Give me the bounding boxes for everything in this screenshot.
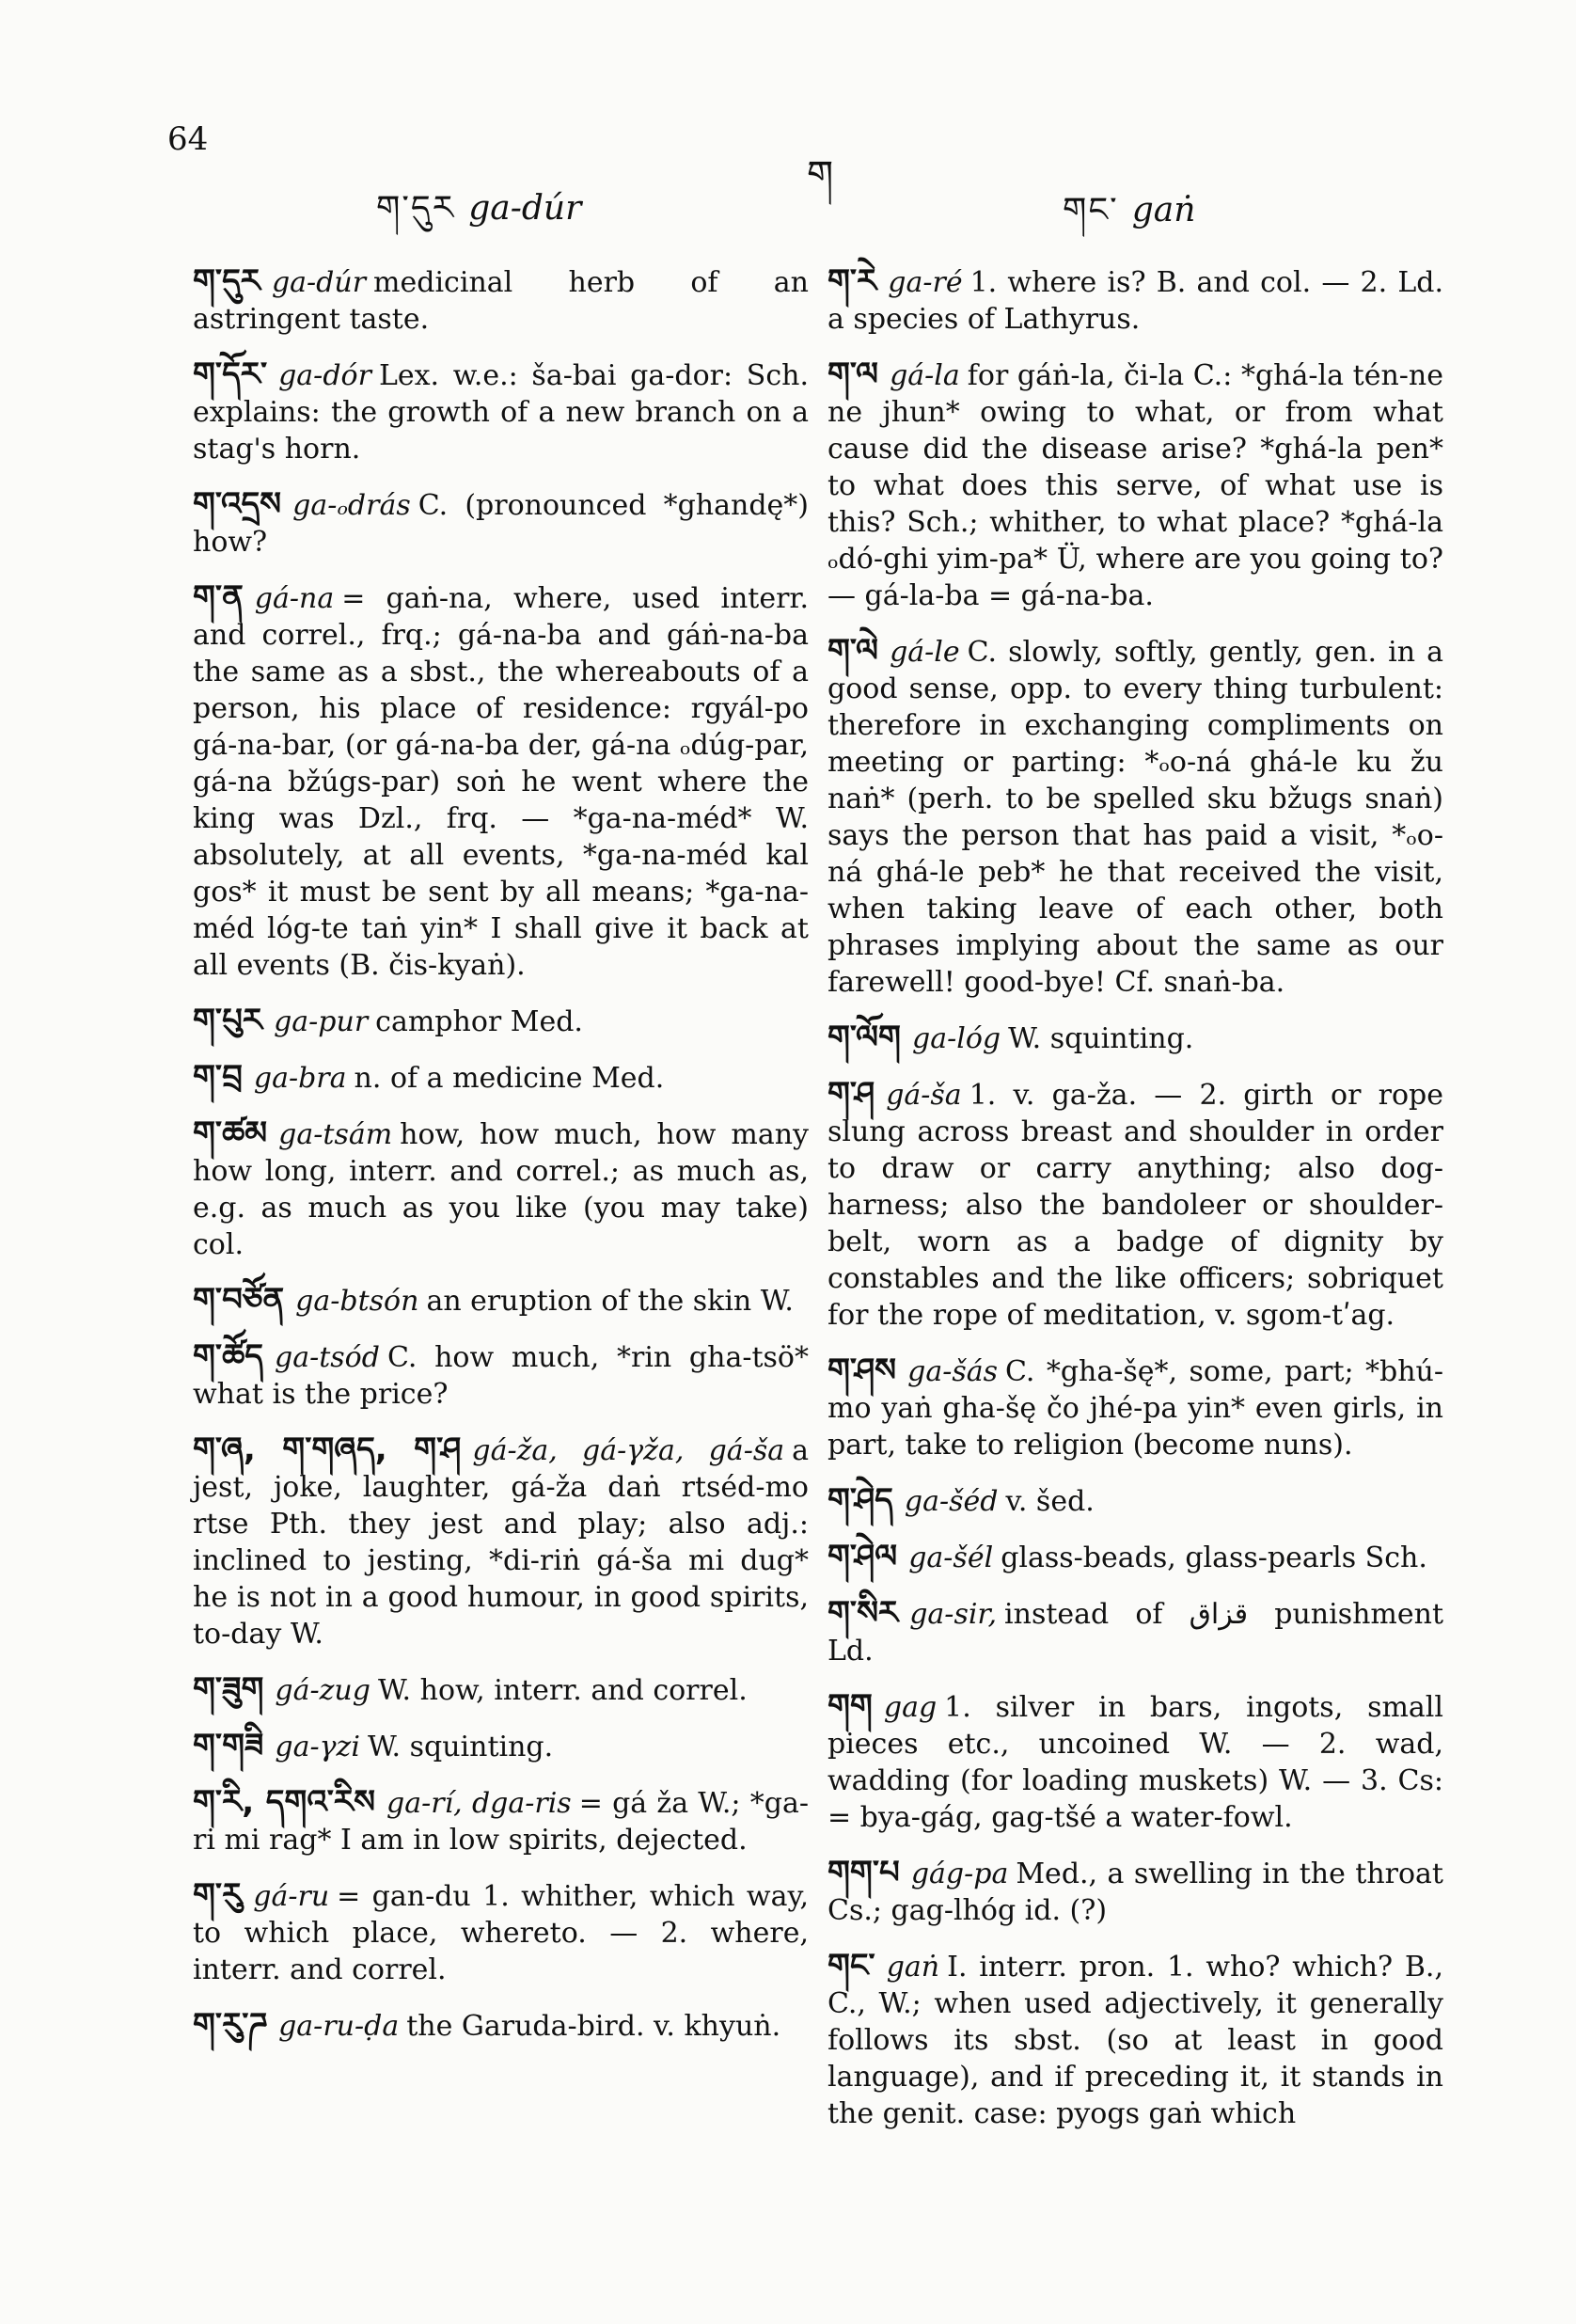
entry-tibetan: ག་སིར (827, 1594, 899, 1632)
entry-headword: gá-ša (886, 1079, 962, 1112)
entry-tibetan: ག་ཚོད (193, 1337, 263, 1375)
entry-definition: C. *gha-šę*, some, part; *bhú-mo yaṅ gha-šę čo jhé-pa yin* even girls, in part, take to religion (become nuns). (827, 1355, 1443, 1462)
entry-headword: ga-ru-ḍa (278, 2010, 400, 2043)
entry-headword: ga-lóg (912, 1022, 1001, 1055)
entry-headword: ga-btsón (295, 1285, 419, 1318)
entry-headword: ga-pur (274, 1005, 369, 1038)
entry-definition: n. of a medicine Med. (354, 1062, 665, 1095)
entry-definition: C. slowly, softly, gently, gen. in a good sense, opp. to every thing turbulent: therefore in exchanging compliments on meeting or parting: *ₒo-ná ghá-le ku žu naṅ* (perh. to be spelled sku bžugs snaṅ) says the person that has paid a visit, *ₒo-ná ghá-le peb* he that received the visit, when taking leave of each other, both phrases implying about the same as our farewell! good-bye! Cf. snaṅ-ba. (827, 636, 1443, 999)
entry-definition: Med., a swelling in the throat Cs.; gag-lhóg id. (?) (827, 1858, 1443, 1927)
dictionary-entry (193, 579, 809, 984)
running-head-right-word: gaṅ (1131, 191, 1196, 229)
entry-tibetan: ག་ཤས (827, 1352, 897, 1389)
entry-headword: ga-ré (888, 266, 963, 299)
running-head-right-tibetan: གང་ (1063, 191, 1119, 229)
dictionary-entry (827, 1482, 1443, 1520)
running-head-left-word: ga-dúr (468, 189, 582, 228)
entry-tibetan: ག་བྲ (193, 1058, 243, 1096)
entry-headword: ga-γzi (275, 1731, 360, 1763)
dictionary-entry (827, 1688, 1443, 1836)
entry-headword: ga-dúr (271, 266, 367, 299)
dictionary-entry (827, 1948, 1443, 2132)
entry-headword: gág-pa (910, 1858, 1009, 1890)
entry-definition: Lex. w.e.: ša-bai ga-dor: Sch. explains: the growth of a new branch on a stag's horn. (193, 359, 809, 466)
entry-headword: gá-zug (275, 1674, 370, 1707)
running-head-left-tibetan: ག་དུར (376, 189, 456, 228)
entry-definition: an eruption of the skin W. (426, 1285, 794, 1318)
right-column (827, 263, 1443, 2151)
entry-tibetan: ག་ཤེད (827, 1481, 893, 1519)
entry-definition: 1. where is? B. and col. — 2. Ld. a species of Lathyrus. (827, 266, 1443, 336)
entry-headword: gá-le (890, 636, 960, 669)
entry-headword: gá-ru (253, 1880, 330, 1913)
entry-definition: medicinal herb of an astringent taste. (193, 266, 809, 336)
entry-headword: ga-tsód (274, 1341, 380, 1374)
dictionary-entry (193, 1784, 809, 1858)
dictionary-entry (193, 1877, 809, 1988)
dictionary-entry (827, 1855, 1443, 1929)
dictionary-entry (193, 2007, 809, 2045)
dictionary-entry (827, 1539, 1443, 1576)
entry-headword: ga-šás (907, 1355, 999, 1388)
entry-headword: ga-dór (278, 359, 371, 392)
dictionary-entry (827, 1352, 1443, 1463)
entry-tibetan: ག་འདྲས (193, 485, 282, 523)
entry-definition: the Garuda-bird. v. khyuṅ. (406, 2010, 781, 2043)
entry-tibetan: ག་གཟི (193, 1727, 264, 1764)
entry-headword: gá-la (890, 359, 960, 392)
entry-headword: gá-ža, gá-γža, gá-ša (472, 1434, 785, 1467)
entry-headword: gá-na (254, 582, 335, 615)
dictionary-entry (193, 486, 809, 561)
entry-definition: = gá ža W.; *ga-ri mi rag* I am in low spirits, dejected. (193, 1787, 809, 1857)
entry-tibetan: ག་ཞ, ག་གཞད, ག་ཤ (193, 1431, 462, 1468)
dictionary-entry (827, 263, 1443, 338)
entry-tibetan: ག་རེ (827, 262, 877, 300)
entry-tibetan: ག་ཤེལ (827, 1538, 898, 1575)
entry-headword: ga-šéd (904, 1485, 999, 1518)
dictionary-entry (827, 1076, 1443, 1334)
entry-definition: C. how much, *rin gha-tsö* what is the price? (193, 1341, 809, 1411)
entry-definition: how, how much, how many how long, interr. and correl.; as much as, e.g. as much as you like (you may take) col. (193, 1118, 809, 1261)
entry-tibetan: ག་རུ་ཌ (193, 2006, 268, 2044)
entry-definition: = gaṅ-na, where, used interr. and correl., frq.; gá-na-ba and gáṅ-na-ba the same as a sbst., the whereabouts of a person, his place of residence: rgyál-po gá-na-bar, (or gá-na-ba der, gá-na ₒdúg-par, gá-na bžúgs-par) soṅ he went where the king was Dzl., frq. — *ga-na-méd* W. absolutely, at all events, *ga-na-méd kal gos* it must be sent by all means; *ga-na-méd lóg-te taṅ yin* I shall give it back at all events (B. čis-kyaṅ). (193, 582, 809, 982)
entry-tibetan: གང་ (827, 1947, 875, 1984)
left-column (193, 263, 809, 2063)
entry-tibetan: ག་པུར (193, 1002, 263, 1039)
running-head-left (376, 169, 581, 265)
entry-definition: W. squinting. (367, 1731, 554, 1763)
entry-tibetan: ག་རི, དགའ་རིས (193, 1783, 376, 1821)
entry-headword: ga-rí, dga-ris (386, 1787, 572, 1820)
dictionary-entry (193, 263, 809, 338)
entry-tibetan: ག་ལ (827, 356, 879, 393)
entry-headword: ga-tsám (278, 1118, 393, 1151)
entry-tibetan: ག་ལོག (827, 1019, 901, 1056)
dictionary-entry (193, 1728, 809, 1765)
entry-tibetan: ག་ན (193, 578, 244, 616)
entry-headword: ga-šél (908, 1541, 994, 1574)
entry-headword: gag (883, 1691, 938, 1724)
entry-definition: instead of ﻗﺰﺍﻕ punishment Ld. (827, 1598, 1444, 1668)
entry-definition: = gan-du 1. whither, which way, to which place, whereto. — 2. where, interr. and correl. (193, 1880, 809, 1986)
entry-tibetan: གག (827, 1687, 873, 1725)
entry-headword: ga-sir, (909, 1598, 998, 1631)
running-head-right (1063, 171, 1195, 267)
entry-definition: 1. silver in bars, ingots, small pieces etc., uncoined W. — 2. wad, wadding (for loading muskets) W. — 3. Cs: = bya-gág, gag-tšé a water-fowl. (827, 1691, 1443, 1834)
entry-definition: for gáṅ-la, či-la C.: *ghá-la tén-ne ne jhun* owing to what, or from what cause did the disease arise? *ghá-la pen* to what does this serve, of what use is this? Sch.; whither, to what place? *ghá-la ₒdó-ghi yim-pa* Ü, where are you going to? — gá-la-ba = gá-na-ba. (827, 359, 1443, 612)
dictionary-entry (193, 1003, 809, 1040)
dictionary-entry (193, 356, 809, 467)
entry-tibetan: ག་རུ (193, 1876, 243, 1914)
entry-tibetan: ག་ཤ (827, 1075, 875, 1113)
entry-definition: 1. v. ga-ža. — 2. girth or rope slung across breast and shoulder in order to draw or carry anything; also dog-harness; also the bandoleer or shoulder-belt, worn as a badge of dignity by constables and the like officers; sobriquet for the rope of meditation, v. sgom-tʹag. (827, 1079, 1443, 1332)
entry-tibetan: ག་དུར (193, 262, 260, 300)
entry-headword: gaṅ (886, 1951, 940, 1984)
dictionary-entry (827, 633, 1443, 1001)
entry-tibetan: ག་ཚམ (193, 1115, 268, 1152)
entry-headword: ga-ₒdrás (292, 489, 411, 522)
entry-tibetan: ག་བཙོན (193, 1281, 285, 1319)
entry-definition: camphor Med. (375, 1005, 583, 1038)
entry-tibetan: ག་ཟུག (193, 1670, 264, 1708)
dictionary-entry (193, 1671, 809, 1709)
entry-tibetan: ག་ལེ (827, 632, 879, 670)
entry-definition: W. squinting. (1008, 1022, 1194, 1055)
dictionary-entry (193, 1431, 809, 1652)
dictionary-entry (827, 1020, 1443, 1057)
entry-tibetan: གག་པ (827, 1854, 900, 1891)
entry-definition: a jest, joke, laughter, gá-ža daṅ rtséd-mo rtse Pth. they jest and play; also adj.: inclined to jesting, *di-riṅ gá-ša mi dug* he is not in a good humour, in good spirits, to-day W. (193, 1434, 810, 1651)
entry-tibetan: ག་དོར་ (193, 356, 268, 393)
entry-definition: v. šed. (1005, 1485, 1095, 1518)
entry-definition: glass-beads, glass-pearls Sch. (1001, 1541, 1427, 1574)
page-number: 64 (167, 120, 209, 158)
section-letter: ག (807, 153, 834, 197)
dictionary-entry (193, 1282, 809, 1320)
dictionary-entry (193, 1115, 809, 1263)
dictionary-entry (827, 356, 1443, 614)
dictionary-entry (193, 1059, 809, 1097)
entry-headword: ga-bra (253, 1062, 347, 1095)
dictionary-entry (193, 1338, 809, 1413)
entry-definition: I. interr. pron. 1. who? which? B., C., W.; when used adjectively, it generally follows its sbst. (so at least in good language), and if preceding it, it stands in the genit. case: pyogs gaṅ which (827, 1951, 1443, 2130)
entry-definition: W. how, interr. and correl. (377, 1674, 748, 1707)
dictionary-entry (827, 1595, 1443, 1669)
entry-definition: C. (pronounced *ghandę*) how? (193, 489, 809, 559)
